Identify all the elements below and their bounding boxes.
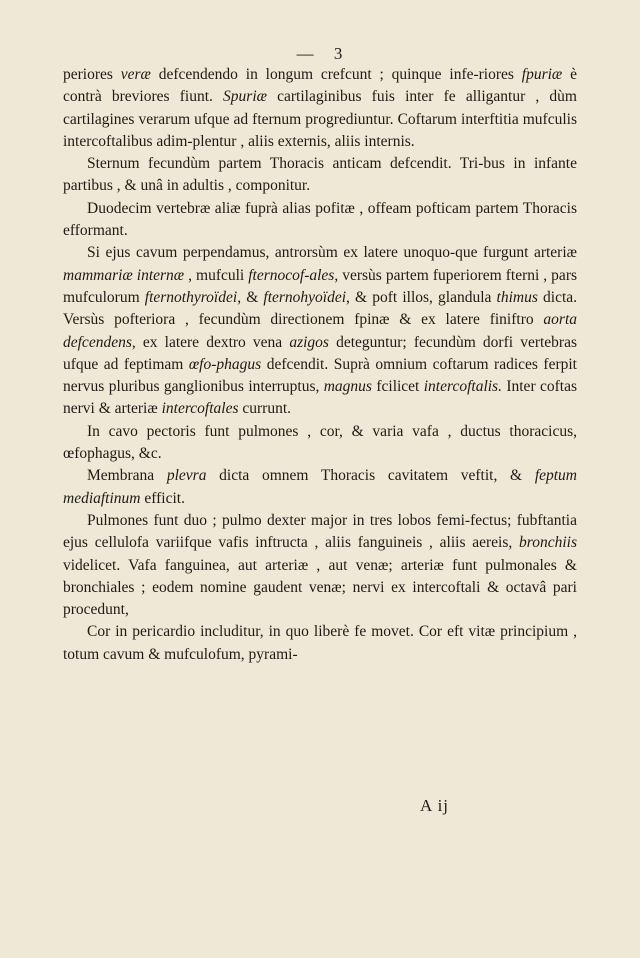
text-run: Membrana: [87, 467, 167, 485]
text-run: Inter coftas nervi & arteriæ: [63, 378, 577, 418]
text-run: , &: [237, 288, 264, 306]
text-run: , mufculi: [184, 266, 249, 284]
text-run: Sternum fecundùm partem Thoracis anticam defcendit. Tri-bus in infante partibus , & unâ in adultis , componitur.: [63, 155, 577, 195]
italic-term: veræ: [120, 66, 151, 83]
italic-term: magnus: [323, 378, 372, 396]
italic-term: azigos: [289, 333, 329, 351]
italic-term: intercoftales: [161, 400, 239, 418]
italic-term: feptum mediaftinum: [63, 467, 577, 507]
italic-term: Spuriæ: [223, 88, 267, 106]
text-run: è contrà breviores fiunt.: [63, 66, 577, 106]
page-header: [0, 44, 640, 64]
text-run: cartilaginibus fuis inter fe alligantur , dùm cartilagines verarum ufque ad fternum progrediuntur. Coftarum interftitia mufculis intercoftalibus adim-plentur , aliis externis, aliis internis.: [63, 88, 577, 150]
paragraph: [63, 465, 577, 510]
italic-term: plevra: [166, 467, 207, 485]
paragraph: [63, 198, 577, 243]
text-run: periores: [63, 66, 121, 83]
signature-mark: A ij: [420, 796, 450, 815]
paragraph: [63, 153, 577, 198]
text-run: , versùs partem fuperiorem fterni , pars mufculorum: [63, 266, 578, 306]
italic-term: mammariæ internæ: [63, 266, 185, 284]
text-run: dicta. Versùs pofteriora , fecundùm directionem fpinæ & ex latere finiftro: [63, 288, 578, 329]
text-run: Cor in pericardio includitur, in quo liberè fe movet. Cor eft vitæ principium , totum cavum & mufculofum, pyrami-: [63, 623, 577, 663]
text-run: , ex latere dextro vena: [131, 333, 290, 351]
text-run: efficit.: [140, 489, 185, 507]
text-run: videlicet. Vafa fanguinea, aut arteriæ , aut venæ; arteriæ funt pulmonales & bronchiales ; eodem nomine gaudent venæ; nervi ex intercoftali & octavâ pari procedunt,: [63, 556, 577, 619]
paragraph: [63, 421, 577, 466]
italic-term: thimus: [496, 288, 538, 306]
italic-term: aorta defcendens: [63, 311, 577, 351]
paragraph: [63, 510, 577, 621]
italic-term: œfo-phagus: [188, 355, 262, 373]
italic-term: bronchiis: [519, 534, 577, 552]
text-run: Si ejus cavum perpendamus, antrorsùm ex latere unoquo-que furgunt arteriæ: [87, 244, 577, 262]
text-run: Pulmones funt duo ; pulmo dexter major in tres lobos femi-fectus; fubftantia ejus cellulofa variifque vafis inftructa , aliis fanguineis , aliis aereis,: [63, 511, 577, 552]
italic-term: intercoftalis.: [423, 378, 502, 396]
text-run: In cavo pectoris funt pulmones , cor, & varia vafa , ductus thoracicus, œfophagus, &c.: [63, 422, 577, 463]
italic-term: fternohyoïdei: [263, 288, 347, 306]
italic-term: fternothyroïdei: [144, 288, 238, 306]
header-mark: —: [296, 44, 315, 63]
italic-term: fternocof-ales: [248, 266, 335, 284]
paragraph: [63, 242, 577, 420]
text-run: defcendendo in longum crefcunt ; quinque infe-riores: [150, 66, 522, 83]
paragraph: [63, 64, 577, 153]
text-run: fcilicet: [371, 378, 424, 396]
text-run: dicta omnem Thoracis cavitatem veftit, &: [206, 467, 535, 485]
italic-term: fpuriæ: [521, 66, 563, 83]
page-number: 3: [333, 44, 344, 63]
text-run: Duodecim vertebræ aliæ fuprà alias pofitæ , offeam pofticam partem Thoracis efformant.: [63, 199, 577, 240]
text-run: , & poft illos, glandula: [346, 288, 497, 306]
text-run: deteguntur; fecundùm dorfi vertebras ufque ad feptimam: [63, 333, 577, 373]
text-run: currunt.: [238, 400, 292, 418]
body-text: [63, 64, 577, 666]
text-run: defcendit. Suprà omnium coftarum radices ferpit nervus pluribus ganglionibus interruptus,: [63, 355, 577, 396]
paragraph: [63, 621, 577, 666]
